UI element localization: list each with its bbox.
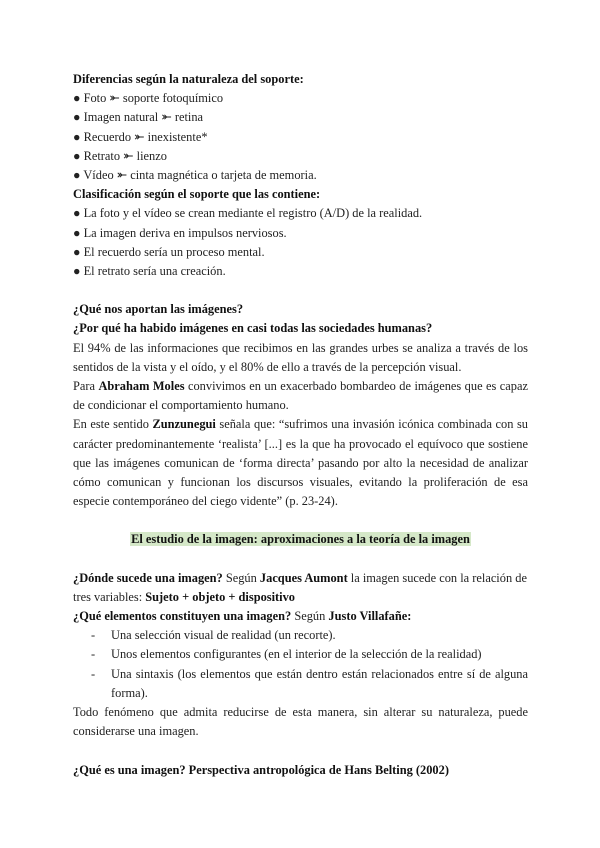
spacer bbox=[73, 281, 528, 300]
bullet-icon: ● bbox=[73, 129, 81, 144]
sociedades-question: ¿Por qué ha habido imágenes en casi todas las sociedades humanas? bbox=[73, 321, 433, 336]
list-item: ● Foto ⤜ soporte fotoquímico bbox=[73, 91, 224, 106]
variables-text: Sujeto + objeto + dispositivo bbox=[145, 589, 296, 604]
bullet-icon: ● bbox=[73, 225, 81, 240]
moles-paragraph: Para Abraham Moles convivimos en un exacerbado bombardeo de imágenes que es capaz de condicionar el comportamiento humano. bbox=[73, 379, 528, 413]
list-item: - Unos elementos configurantes (en el interior de la selección de la realidad) bbox=[73, 645, 528, 664]
list-item: ● Recuerdo ⤜ inexistente* bbox=[73, 129, 208, 144]
aportan-question: ¿Qué nos aportan las imágenes? bbox=[73, 302, 244, 317]
list-item: ● El recuerdo sería un proceso mental. bbox=[73, 244, 265, 259]
spacer bbox=[73, 511, 528, 530]
donde-paragraph: ¿Dónde sucede una imagen? Según Jacques Aumont la imagen sucede con la relación de tres variables: Sujeto + objeto + dispositivo bbox=[73, 570, 527, 604]
informaciones-paragraph: El 94% de las informaciones que recibimos en las grandes urbes se analiza a través de los sentidos de la vista y el oído, y el 80% de ello a través de la percepción visual. bbox=[73, 340, 528, 374]
author-name: Zunzunegui bbox=[152, 417, 216, 432]
dash-icon: - bbox=[91, 647, 96, 662]
elementos-paragraph: ¿Qué elementos constituyen una imagen? Según Justo Villafañe: bbox=[73, 609, 412, 624]
author-name: Jacques Aumont bbox=[259, 570, 348, 585]
list-item: ● Vídeo ⤜ cinta magnética o tarjeta de memoria. bbox=[73, 168, 317, 183]
soporte-heading: Diferencias según la naturaleza del soporte: bbox=[73, 72, 304, 86]
que-es-heading: ¿Qué es una imagen? Perspectiva antropológica de Hans Belting (2002) bbox=[73, 762, 449, 777]
list-item: - Una selección visual de realidad (un recorte). bbox=[73, 626, 528, 645]
elementos-question: ¿Qué elementos constituyen una imagen? bbox=[73, 609, 292, 624]
zunzunegui-paragraph: En este sentido Zunzunegui señala que: “sufrimos una invasión icónica combinada con su carácter predominantemente ‘realista’ [...] es la que ha provocado el equívoco que sostiene que las imágenes comunican de ‘forma directa’ pasando por alto la necesidad de analizar cómo comunican y funcionan los discursos visuales, evitando la proliferación de esa especie contemporáneo del ciego vidente” (p. 23-24). bbox=[73, 417, 528, 509]
bullet-icon: ● bbox=[73, 91, 81, 106]
list-item: - Una sintaxis (los elementos que están dentro están relacionados entre sí de alguna forma). bbox=[91, 666, 528, 700]
bullet-icon: ● bbox=[73, 264, 81, 279]
spacer bbox=[73, 742, 528, 761]
dash-icon: - bbox=[91, 666, 96, 681]
spacer bbox=[73, 550, 528, 569]
list-item: ● Retrato ⤜ lienzo bbox=[73, 148, 167, 163]
clasificacion-heading: Clasificación según el soporte que las contiene: bbox=[73, 187, 321, 202]
author-name: Justo Villafañe: bbox=[328, 609, 412, 624]
bullet-icon: ● bbox=[73, 244, 81, 259]
donde-question: ¿Dónde sucede una imagen? bbox=[73, 570, 223, 585]
conclusion-paragraph: Todo fenómeno que admita reducirse de esta manera, sin alterar su naturaleza, puede considerarse una imagen. bbox=[73, 705, 528, 739]
list-item: ● Imagen natural ⤜ retina bbox=[73, 110, 204, 125]
list-item: ● La foto y el vídeo se crean mediante el registro (A/D) de la realidad. bbox=[73, 206, 423, 221]
bullet-icon: ● bbox=[73, 110, 81, 125]
list-item: ● El retrato sería una creación. bbox=[73, 264, 226, 279]
document-page bbox=[73, 70, 528, 780]
list-item: ● La imagen deriva en impulsos nerviosos. bbox=[73, 225, 287, 240]
highlighted-heading: El estudio de la imagen: aproximaciones a la teoría de la imagen bbox=[131, 532, 470, 547]
soporte-list bbox=[73, 89, 528, 185]
bullet-icon: ● bbox=[73, 206, 81, 221]
clasificacion-list bbox=[73, 204, 528, 281]
bullet-icon: ● bbox=[73, 148, 81, 163]
author-name: Abraham Moles bbox=[98, 379, 185, 394]
dash-icon: - bbox=[91, 628, 96, 643]
bullet-icon: ● bbox=[73, 168, 81, 183]
section-heading bbox=[73, 530, 528, 549]
elementos-list bbox=[73, 626, 528, 703]
